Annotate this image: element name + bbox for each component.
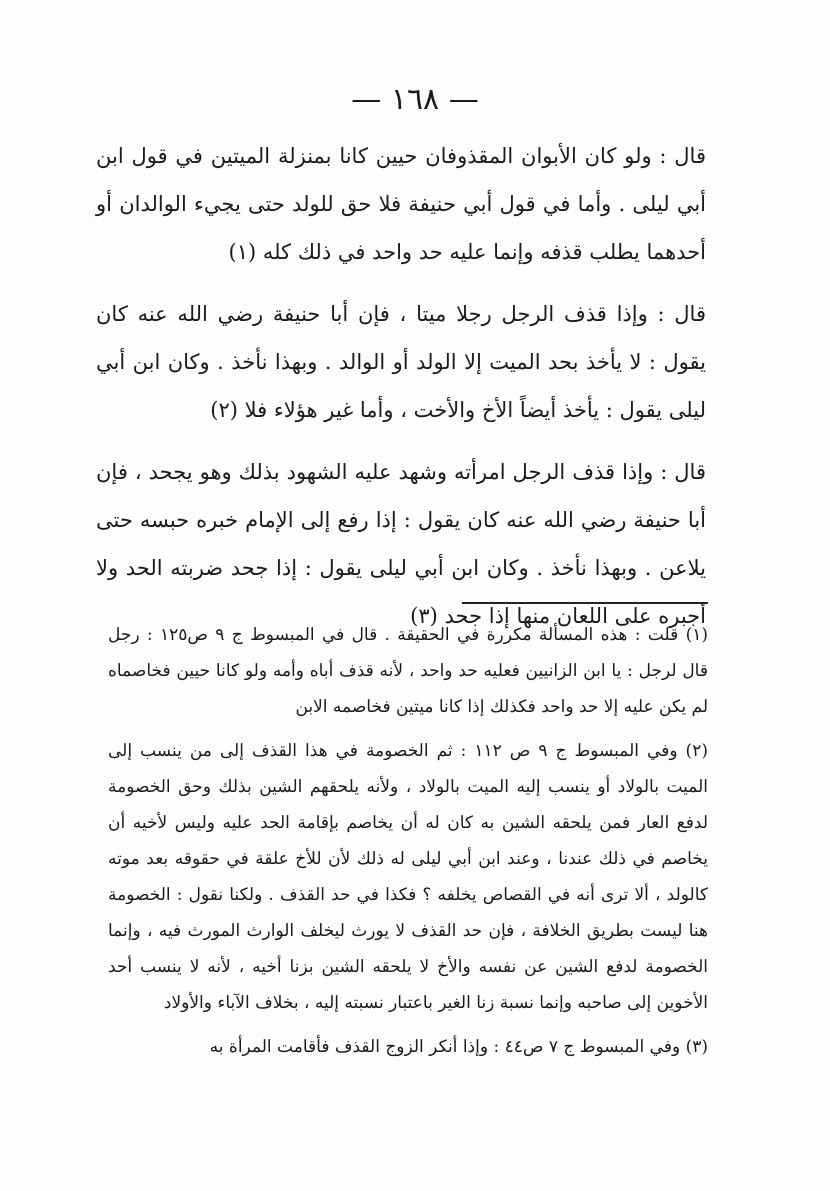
main-text (96, 128, 706, 654)
footnote-separator (462, 602, 708, 604)
page-number: — ١٦٨ — (351, 82, 479, 117)
paragraph-1: قال : ولو كان الأبوان المقذوفان حيين كانا بمنزلة الميتين في قول ابن أبي ليلى . وأما في قول أبي حنيفة فلا حق للولد حتى يجيء الوالدان أو أحدهما يطلب قذفه وإنما عليه حد واحد في ذلك كله (١) (96, 144, 706, 264)
footnotes (108, 617, 708, 1073)
footnote-3: (٣) وفي المبسوط ج ٧ ص٤٤ : وإذا أنكر الزوج القذف فأقامت المرأة به (209, 1037, 708, 1057)
footnote-2: (٢) وفي المبسوط ج ٩ ص ١١٢ : ثم الخصومة في هذا القذف إلى من ينسب إلى الميت بالولاد أو ينسب إليه الميت بالولاد ، ولأنه يلحقهم الشين بذلك وحق الخصومة لدفع العار فمن يلحقه الشين به كان له أن يخاصم بإقامة الحد عليه وليس لأخيه أن يخاصم في ذلك عندنا ، وعند ابن أبي ليلى له ذلك لأن للأخ علقة في حقوقه بعد موته كالولد ، ألا ترى أنه في القصاص يخلفه ؟ فكذا في حد القذف . ولكنا نقول : الخصومة هنا ليست بطريق الخلافة ، فإن حد القذف لا يورث ليخلف الوارث المورث فيه ، وإنما الخصومة لدفع الشين عن نفسه والأخ لا يلحقه الشين بزنا أخيه ، لأنه لا ينسب أحد الأخوين إلى صاحبه وإنما نسبة زنا الغير باعتبار نسبته إليه ، بخلاف الآباء والأولاد (108, 741, 708, 1013)
paragraph-3: قال : وإذا قذف الرجل امرأته وشهد عليه الشهود بذلك وهو يجحد ، فإن أبا حنيفة رضي الله عنه كان يقول : إذا رفع إلى الإمام خبره حبسه حتى يلاعن . وبهذا نأخذ . وكان ابن أبي ليلى يقول : إذا جحد ضربته الحد ولا أجبره على اللعان منها إذا جحد (٣) (96, 460, 706, 628)
footnote-1: (١) قلت : هذه المسألة مكررة في الحقيقة . قال في المبسوط ج ٩ ص١٢٥ : رجل قال لرجل : يا ابن الزانيين فعليه حد واحد ، لأنه قذف أباه وأمه ولو كانا حيين فخاصماه لم يكن عليه إلا حد واحد فكذلك إذا كانا ميتين فخاصمه الابن (108, 625, 708, 717)
paragraph-2: قال : وإذا قذف الرجل رجلا ميتا ، فإن أبا حنيفة رضي الله عنه كان يقول : لا يأخذ بحد الميت إلا الولد أو الوالد . وبهذا نأخذ . وكان ابن أبي ليلى يقول : يأخذ أيضاً الأخ والأخت ، وأما غير هؤلاء فلا (٢) (96, 302, 706, 422)
